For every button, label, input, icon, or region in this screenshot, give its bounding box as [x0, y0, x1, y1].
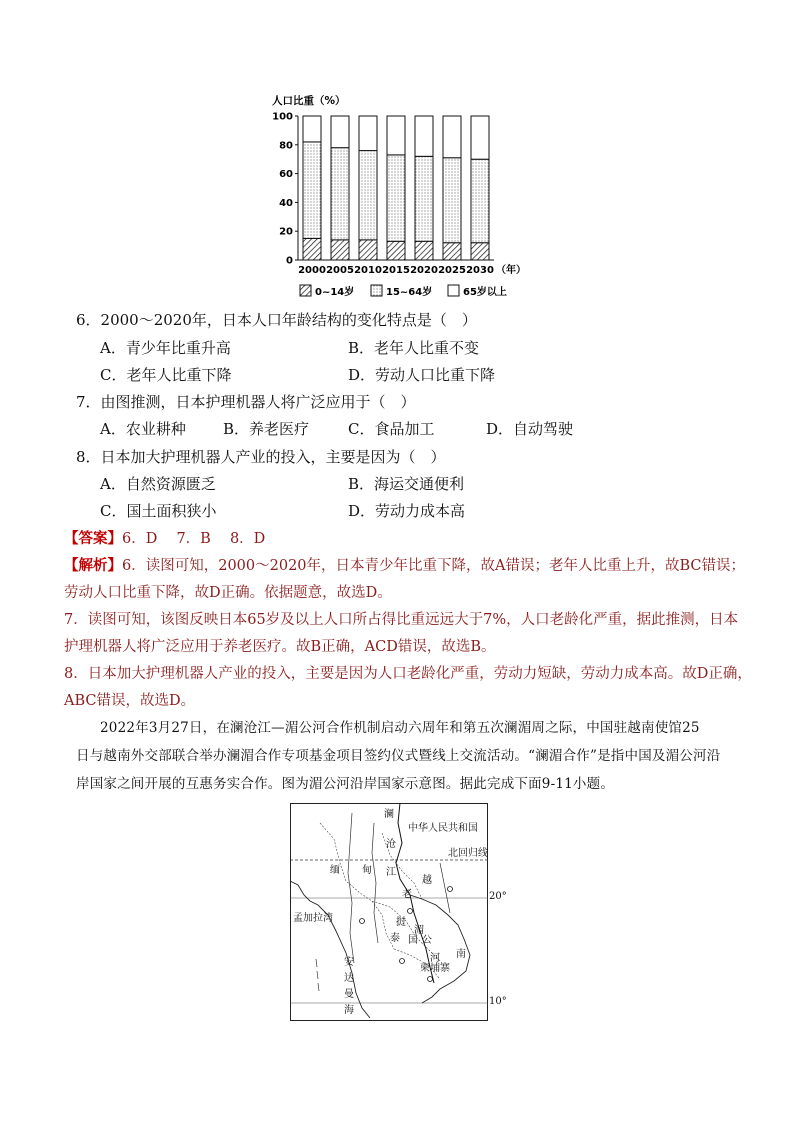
map-label-cambodia: 柬埔寨: [420, 963, 450, 974]
map-label-mian: 缅: [330, 865, 340, 876]
map-label-man: 曼: [344, 989, 354, 1000]
question-7-option-a[interactable]: A．农业耕种: [100, 420, 186, 438]
map-label-da: 达: [344, 973, 354, 984]
bar-segment-15-64: [443, 158, 461, 243]
map-label-tai: 泰: [390, 933, 400, 944]
x-tick-label: 2000: [298, 265, 326, 276]
bar-segment-15-64: [415, 156, 433, 241]
y-tick-label: 100: [272, 111, 293, 123]
legend-swatch-0-14: [300, 285, 311, 296]
bar-segment-65-plus: [359, 116, 377, 151]
bar-segment-0-14: [359, 240, 377, 260]
map-label-tropic: 北回归线: [448, 848, 488, 859]
analysis-text-1: 6．读图可知，2000～2020年，日本青少年比重下降，故A错误；老年人比重上升，故BC错误；: [122, 558, 746, 574]
question-6-option-d[interactable]: D．劳动人口比重下降: [348, 366, 496, 384]
x-tick-label: 2025: [438, 265, 466, 276]
map-label-lan: 澜: [384, 809, 394, 820]
chart-x-suffix: （年）: [496, 265, 526, 276]
map-label-lat20: 20°: [489, 891, 507, 902]
question-7-stem: 7．由图推测，日本护理机器人将广泛应用于（ ）: [76, 393, 416, 411]
question-6-option-a[interactable]: A．青少年比重升高: [100, 339, 231, 357]
bar-segment-15-64: [359, 151, 377, 240]
question-7-option-c[interactable]: C．食品加工: [348, 420, 435, 438]
map-label-dian: 甸: [362, 865, 372, 876]
analysis-line-3: 7．读图可知，该图反映日本65岁及以上人口所占得比重远远大于7%，人口老龄化严重，据此推测，日本: [64, 612, 739, 628]
map-label-an: 安: [344, 957, 354, 968]
bar-segment-65-plus: [387, 116, 405, 155]
bar-segment-0-14: [443, 243, 461, 260]
question-6-option-b[interactable]: B．老年人比重不变: [348, 339, 480, 357]
analysis-line-1: [64, 555, 745, 577]
answer-text: 6．D 7．B 8．D: [122, 531, 266, 547]
y-tick-label: 80: [279, 140, 293, 152]
bar-segment-0-14: [331, 240, 349, 260]
question-6-option-c[interactable]: C．老年人比重下降: [100, 366, 232, 384]
map-label-bengal: 孟加拉湾: [293, 913, 333, 924]
y-tick-label: 40: [279, 197, 293, 209]
y-tick-label: 60: [279, 169, 293, 181]
bar-segment-0-14: [415, 241, 433, 260]
map-frame: [291, 804, 488, 1021]
legend-label-65-plus: 65岁以上: [463, 287, 507, 298]
analysis-line-6: ABC错误，故选D。: [64, 693, 196, 709]
question-8-option-a[interactable]: A．自然资源匮乏: [100, 475, 216, 493]
map-label-wo: 挝: [396, 917, 406, 928]
chart-y-label: 人口比重（%）: [272, 95, 346, 107]
question-8-option-b[interactable]: B．海运交通便利: [348, 475, 465, 493]
capital-bangkok: [400, 959, 405, 964]
map-label-nan: 南: [456, 949, 466, 960]
map-label-guo: 国: [408, 935, 418, 946]
chart-legend: [300, 285, 507, 298]
question-8-stem: 8．日本加大护理机器人产业的投入，主要是因为（ ）: [76, 448, 446, 466]
question-7-option-b[interactable]: B．养老医疗: [223, 420, 310, 438]
mekong-map: [290, 803, 507, 1023]
map-label-mei: 湄: [414, 925, 424, 936]
bar-segment-0-14: [303, 238, 321, 260]
passage-line-1: 2022年3月27日，在澜沧江—湄公河合作机制启动六周年和第五次澜湄周之际，中国驻越南使馆25: [100, 720, 700, 736]
analysis-line-4: 护理机器人将广泛应用于养老医疗。故B正确，ACD错误，故选B。: [64, 639, 496, 655]
x-tick-label: 2010: [354, 265, 382, 276]
passage-line-3: 岸国家之间开展的互惠务实合作。图为湄公河沿岸国家示意图。据此完成下面9-11小题。: [76, 776, 615, 792]
map-label-cang: 沧: [386, 839, 396, 850]
question-6-stem: 6．2000～2020年，日本人口年龄结构的变化特点是（ ）: [76, 311, 477, 329]
map-label-hai: 海: [344, 1005, 354, 1016]
bar-segment-65-plus: [331, 116, 349, 148]
question-8-option-d[interactable]: D．劳动力成本高: [348, 502, 466, 520]
x-tick-label: 2030: [466, 265, 494, 276]
question-8-option-c[interactable]: C．国土面积狭小: [100, 502, 217, 520]
population-chart: [262, 90, 542, 305]
x-tick-label: 2015: [382, 265, 410, 276]
bar-segment-65-plus: [471, 116, 489, 159]
legend-swatch-15-64: [371, 285, 382, 296]
map-label-yue: 越: [422, 875, 432, 886]
answer-label: 【答案】: [64, 530, 122, 547]
bar-segment-65-plus: [443, 116, 461, 158]
bar-segment-0-14: [471, 243, 489, 260]
x-tick-label: 2020: [410, 265, 438, 276]
bar-segment-65-plus: [303, 116, 321, 142]
legend-label-15-64: 15~64岁: [386, 287, 433, 298]
capital-phnom-penh: [428, 977, 433, 982]
x-tick-label: 2005: [326, 265, 354, 276]
capital-vientiane: [408, 909, 413, 914]
bar-segment-15-64: [387, 155, 405, 241]
map-label-he: 河: [430, 953, 440, 964]
analysis-label: 【解析】: [64, 557, 122, 574]
bar-segment-65-plus: [415, 116, 433, 156]
map-label-lat10: 10°: [489, 996, 507, 1007]
y-tick-label: 0: [286, 255, 293, 267]
answer-block: [64, 528, 265, 550]
passage-line-2: 日与越南外交部联合举办澜湄合作专项基金项目签约仪式暨线上交流活动。“澜湄合作”是指中国及湄公河沿: [76, 748, 721, 764]
analysis-line-5: 8．日本加大护理机器人产业的投入，主要是因为人口老龄化严重，劳动力短缺，劳动力成本高。故D正确，: [64, 666, 752, 682]
map-label-gong: 公: [422, 935, 432, 946]
map-label-china: 中华人民共和国: [408, 823, 478, 834]
bar-segment-0-14: [387, 241, 405, 260]
question-7-option-d[interactable]: D．自动驾驶: [486, 420, 574, 438]
bar-segment-15-64: [303, 142, 321, 238]
analysis-line-2: 劳动人口比重下降，故D正确。依据题意，故选D。: [64, 585, 392, 601]
map-label-jiang: 江: [386, 867, 396, 878]
legend-label-0-14: 0~14岁: [315, 287, 355, 298]
bar-segment-15-64: [331, 148, 349, 240]
capital-naypyidaw: [360, 919, 365, 924]
legend-swatch-65-plus: [448, 285, 459, 296]
capital-hanoi: [448, 887, 453, 892]
y-tick-label: 20: [279, 226, 293, 238]
bar-segment-15-64: [471, 159, 489, 243]
map-label-lao: 老: [402, 889, 412, 900]
